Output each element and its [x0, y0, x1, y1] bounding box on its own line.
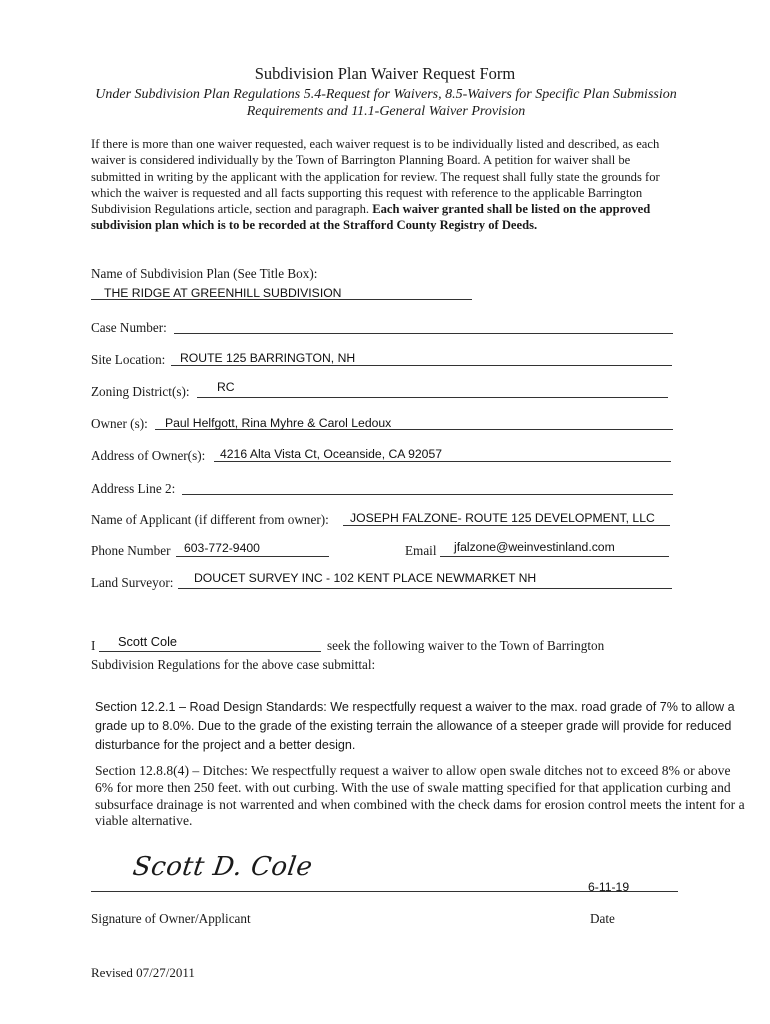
owner-field[interactable]: Paul Helfgott, Rina Myhre & Carol Ledoux — [165, 416, 392, 430]
waiver-request-2[interactable]: Section 12.8.8(4) – Ditches: We respectfully request a waiver to allow open swale ditches not to exceed 8% or above 6% for more then 250 feet. with out curbing. With the use of swale matting specified for that application curbing and subsurface drainage is not warrented and when combined with the check dams for erosion control meets the intent for a viable alternative. — [95, 763, 745, 829]
subdivision-name-field[interactable]: THE RIDGE AT GREENHILL SUBDIVISION — [104, 286, 342, 300]
land-surveyor-line — [178, 588, 672, 589]
owner-address-label: Address of Owner(s): — [91, 448, 206, 463]
case-number-line — [174, 333, 673, 334]
zoning-district-field[interactable]: RC — [217, 380, 235, 394]
signature-label: Signature of Owner/Applicant — [91, 911, 251, 926]
date-field[interactable]: 6-11-19 — [588, 880, 630, 894]
owner-label: Owner (s): — [91, 416, 148, 431]
address-line-2-label: Address Line 2: — [91, 481, 176, 496]
revision-date: Revised 07/27/2011 — [91, 965, 195, 980]
form-subtitle: Under Subdivision Plan Regulations 5.4-Request for Waivers, 8.5-Waivers for Specific Plan Submission Requirements and 11.1-General Waiver Provision — [95, 87, 677, 119]
owner-signature: Scott D. Cole — [130, 852, 315, 882]
site-location-line — [171, 365, 672, 366]
form-title: Subdivision Plan Waiver Request Form — [254, 64, 516, 83]
subdivision-name-label: Name of Subdivision Plan (See Title Box): — [91, 266, 318, 281]
petition-prefix: I — [91, 638, 96, 653]
case-number-label: Case Number: — [91, 320, 167, 335]
petition-line-2: Subdivision Regulations for the above case submittal: — [91, 657, 376, 672]
petition-name-field[interactable]: Scott Cole — [118, 634, 178, 649]
land-surveyor-label: Land Surveyor: — [91, 575, 174, 590]
date-label: Date — [590, 911, 615, 926]
applicant-line — [343, 525, 670, 526]
intro-text: If there is more than one waiver requested, each waiver request is to be individually listed and described, as each waiver is considered individually by the Town of Barrington Planning Board. A petition for waiver shall be submitted in writing by the applicant with the application for review. The request shall fully state the grounds for which the waiver is requested and all facts supporting this request with reference to the applicable Barrington Subdivision Regulations article, section and paragraph. — [91, 137, 660, 217]
petition-suffix: seek the following waiver to the Town of Barrington — [327, 638, 605, 653]
phone-label: Phone Number — [91, 543, 171, 558]
applicant-field[interactable]: JOSEPH FALZONE- ROUTE 125 DEVELOPMENT, LLC — [350, 511, 655, 525]
phone-line — [176, 556, 329, 557]
address-line-2-line — [182, 494, 673, 495]
land-surveyor-field[interactable]: DOUCET SURVEY INC - 102 KENT PLACE NEWMARKET NH — [194, 571, 537, 585]
owner-address-field[interactable]: 4216 Alta Vista Ct, Oceanside, CA 92057 — [220, 447, 443, 461]
site-location-label: Site Location: — [91, 352, 166, 367]
petition-name-line — [99, 651, 321, 652]
site-location-field[interactable]: ROUTE 125 BARRINGTON, NH — [180, 351, 356, 365]
intro-paragraph — [91, 136, 681, 234]
waiver-request-1[interactable]: Section 12.2.1 – Road Design Standards: We respectfully request a waiver to the max. road grade of 7% to allow a grade up to 8.0%. Due to the grade of the existing terrain the allowance of a steeper grade will provide for reduced disturbance for the project and a better design. — [95, 700, 735, 752]
email-line — [440, 556, 669, 557]
phone-field[interactable]: 603-772-9400 — [184, 541, 260, 555]
email-label: Email — [405, 543, 437, 558]
applicant-label: Name of Applicant (if different from owner): — [91, 512, 329, 527]
email-field[interactable]: jfalzone@weinvestinland.com — [454, 540, 615, 554]
zoning-district-label: Zoning District(s): — [91, 384, 190, 399]
zoning-district-line — [197, 397, 668, 398]
intro-bold-text: Each waiver granted shall be listed on the approved subdivision plan which is to be recorded at the Strafford County Registry of Deeds. — [91, 202, 651, 233]
owner-address-line — [214, 461, 671, 462]
